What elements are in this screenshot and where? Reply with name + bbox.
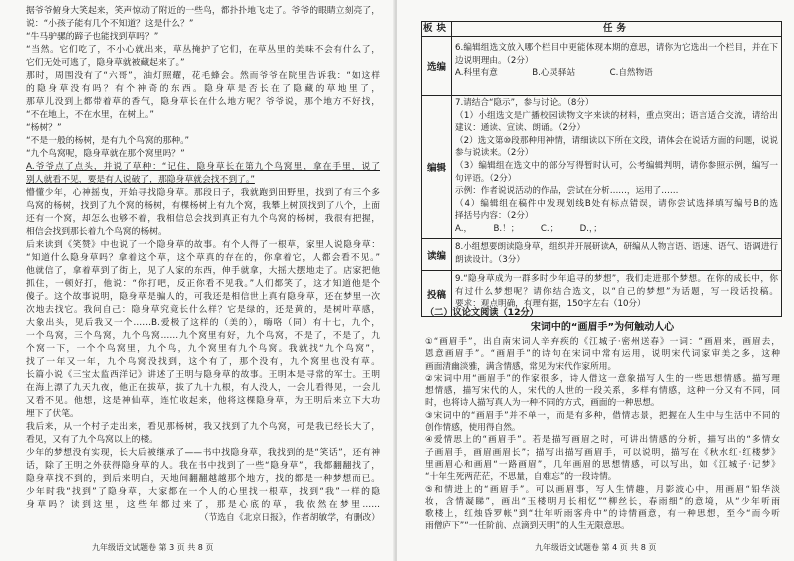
passage-line: 据爷爷俯身大笑起来，笑声惊动了附近的一些鸟，都扑扑地飞走了。爷爷的眼睛立刻亮了， xyxy=(26,6,380,16)
passage-line: 长篇小说《三宝太监西洋记》讲述了王明与隐身草的故事。王明本是寻常的军士。王明 xyxy=(26,370,380,380)
passage-line: 次地去找它。我问自己：隐身草究竟长什么样？它是绿的，还是黄的，是树叶草感， xyxy=(26,305,380,315)
article-line: 想情感，描写宋代的人，宋代的人世的一段关系，多样有情感，这种一分又有不同，同 xyxy=(425,386,780,397)
task-line: 有过什么梦想呢？请你结合选文，以“自己的梦想”为话题，写一段话投稿。 xyxy=(455,286,778,297)
passage-line: 隐身草找不到的，到后来明白，天地间翻翻越越那个地方，找的都是一种梦想而已。 xyxy=(26,474,380,484)
task-table-header-row xyxy=(422,22,782,37)
passage-line: 鸟窝的杨树，找到了九个窝的杨树，有棵杨树上有九个窝，我攀上树顶找到了八个，上面 xyxy=(26,201,380,211)
passage-line: “九个鸟窝呢，隐身草就在那个窝里吗？” xyxy=(26,149,185,159)
article-line: 雨僧庐下”“一任阶前、点滴到天明”的人生无限意思。 xyxy=(425,521,630,532)
article-line: ⑤和情进上的“画眉手”。可以画眉事，写人生情趣，月影波心中，用画眉“铅华淡 xyxy=(425,484,780,495)
article-line: 画面清幽淡雅，满含情感，常见为宋代作家所用。 xyxy=(425,361,617,372)
passage-line: 大象出头，见后我又一个……B.爱极了这样的（美的），嗨咯（同）有十七，九个， xyxy=(26,318,380,328)
task-line: 边说明理由。（2分） xyxy=(455,55,534,66)
passage-line: “知道什么隐身草吗？拿着这个草，这个草真的存在的，你拿着它，人都会看不见。” xyxy=(26,253,380,263)
passage-line: “牛马驴骡的蹄子也能找到草吗？” xyxy=(26,32,159,42)
passage-line: “杨树？” xyxy=(26,123,62,133)
task-line: 句评语。（2分） xyxy=(455,173,517,184)
task-row-label: 选编 xyxy=(422,37,452,96)
task-line: （4）编辑组在稿件中发现划线B处有标点错误，请你尝试选择填写编号B的选 xyxy=(455,198,778,209)
passage-line: 相信会找到那长着九个鸟窝的杨树。 xyxy=(26,227,167,237)
article-line: 里画眉心和画眉“一路画眉”，几年画眉的思想情感，可以写出，如《江城子·记梦》 xyxy=(425,459,780,470)
task-row-label: 投稿 xyxy=(422,271,452,317)
reading-passage xyxy=(26,5,380,512)
article-line: ③宋词中的“画眉手”并不单一，而是有多种，借情志景，把握在人生中与生活中不同的 xyxy=(425,410,780,421)
article-line: 恩意画眉手”。“画眉手”的诗句在宋词中常有运用，说明宋代词家审美之多，这种 xyxy=(425,349,780,360)
passage-line: “不是一般的杨树，是有九个鸟窝的那种。” xyxy=(26,136,190,146)
passage-line: 一个鸟窝，三个鸟窝，九个鸟窝……九个窝里有好，九个鸟窝，不是了，不是了，九 xyxy=(26,331,380,341)
article-title: 宋词中的“画眉手”为何触动人心 xyxy=(530,322,675,333)
passage-line: 身草吗？读到这里，这些年都过来了，那是心底的草，我依然在梦里…… xyxy=(26,500,380,510)
task-line: 9.“隐身草成为一群多时少年追寻的梦想”，我们走进那个梦想。在你的成长中，你 xyxy=(455,274,778,284)
passage-line: 那时，周围没有了“六哥”，油灯照耀，花毛蜂会。然而爷爷在院里告诉我：“如这样 xyxy=(26,71,380,81)
passage-line: 别人就看不见，要是有人说破了，那隐身草就会找不到了。” xyxy=(26,175,255,185)
task-line: A.， B.！； C.； D.，； xyxy=(455,223,602,234)
article-line: 歌楼上，红烛昏罗帐”到“壮年听雨客舟中”的诗情画意，有一种思想，至今“而今听 xyxy=(425,509,780,520)
article-line: ④爱情思上的“画眉手”。若是描写画眉之时，可讲出情感的分析，描写出的“多情女 xyxy=(425,435,780,446)
task-line: A.科里有意 B.心灵驿站 C.自然物语 xyxy=(455,68,653,79)
source-note: （节选自《北京日报》，作者胡敏学，有删改） xyxy=(199,513,380,523)
article-line: 子画眉手，画眉画眉长”；描写出描写画眉手，可以说明，描写在《秋水红·红楼梦》 xyxy=(425,447,780,458)
task-line: 示例：作者说说活动的作品，尝试在分析……，运用了…… xyxy=(455,186,679,197)
article-line: ②宋词中用“画眉手”的作家很多，诗人借这一意象描写人生的一些思想情感。描写理 xyxy=(425,373,780,384)
passage-line: 他就信了，拿着草到了街上，见了人家的东西，伸手就拿，大摇大摆地走了。店家把他 xyxy=(26,266,380,276)
passage-line: “不在地上，不在水里，在树上。” xyxy=(26,110,154,120)
passage-line: 说：“小孩子能有几个不知道？这是什么？” xyxy=(26,19,194,29)
task-line: 8.小组想要朗读隐身草，组织并开展研读A，研编从人物言语、语速、语气、语调进行 xyxy=(455,242,778,252)
passage-line: 又看不见。他想，这是神仙草，连忙收起来，他将这棵隐身草，为王明后来立下大功 xyxy=(26,396,380,406)
passage-line: 在海上漂了九天九夜，他正在拔草，拔了九十九根，有人没人，一会儿看得见，一会儿 xyxy=(26,383,380,393)
passage-line: 个窝一下，一个个鸟窝里，九个鸟，九个窝里有九个鸟窝。我就找“九个鸟窝”， xyxy=(26,344,380,354)
task-header: 任务 xyxy=(452,22,782,37)
task-row-content xyxy=(452,37,782,96)
task-table xyxy=(421,21,782,317)
passage-line: 它们无处可逃了，隐身草就被藏起来了。” xyxy=(26,58,185,68)
passage-line: 少年时我“找到”了隐身草，大家都在一个人的心里找一根草，找到“我”一样的隐 xyxy=(26,487,380,497)
passage-line: 后来读到《笑赞》中也说了一个隐身草的故事。有个人得了一根草，家里人说隐身草： xyxy=(26,240,380,250)
task-row-bianji xyxy=(422,96,782,239)
passage-line: 那草儿没到上都带着草的香气，隐身草长在什么地方呢？爷爷说，那个地方不好找， xyxy=(26,97,380,107)
task-line: 6.编辑组选文放入哪个栏目中更能体现本期的意思，请你为它选出一个栏目，并在下 xyxy=(455,43,778,53)
task-line: （1）小组选文是广播校园读物文字来读的材料，重点突出；语言适合交流，请给出 xyxy=(455,110,778,121)
task-line: 建议：通读、宣读、朗诵。（2分） xyxy=(455,123,586,134)
task-line: （2）选文第⑩段那种用神情，请细读以下所在文段，请体会在说话方面的问题，说说 xyxy=(455,135,778,146)
task-row-content xyxy=(452,239,782,271)
task-line: （3）编辑组在选文中的部分写得暂时认可，公考编辑判明，请你参照示例，编写一 xyxy=(455,160,778,171)
passage-line: 我后来，从一个村子走出来，看见那杨树，我又找到了九个鸟窝，可是我已经长大了， xyxy=(26,422,380,432)
passage-line: A.爷爷点了点头，并说了草种：“记住，隐身草长在第九个鸟窝里，拿在手里，说了 xyxy=(26,162,380,172)
article-line: 时，也将诗人描写真人为一种不同的方式，画面的一种思想。 xyxy=(425,398,660,409)
task-row-content xyxy=(452,96,782,239)
passage-line: 埋下了伏笔。 xyxy=(26,409,79,419)
task-row-label: 读编 xyxy=(422,239,452,271)
passage-line: 找了一年又一年，九个鸟窝没找到，这个有了，那个没有，九个窝里也没有草。 xyxy=(26,357,380,367)
passage-line: 的隐身草没有吗？有个神奇的东西。隐身草是否长在了隐藏的草地里了， xyxy=(26,84,380,94)
section-heading: （二）议论文阅读（12分） xyxy=(425,307,539,318)
passage-line: “当然。它们吃了，不小心就出来，草丛掩护了它们，在草丛里的美味不会有什么了， xyxy=(26,45,380,55)
exam-page-4 xyxy=(397,0,794,561)
passage-line: 少年的梦想没有实现，长大后被继承了——书中找隐身草，我找到的是“笑话”，还有神 xyxy=(26,448,380,458)
task-line: 7.请结合“隐示”，参与讨论。（8分） xyxy=(455,98,594,108)
passage-line: 懵懂少年，心神摇曳，开始寻找隐身草。那段日子，我就跑到田野里，找到了有三个多 xyxy=(26,188,380,198)
column-header: 板块 xyxy=(422,22,452,37)
passage-line: 还有一个窝，却怎么也够不着，我相信总会找到真正有九个鸟窝的杨树，我很有把握， xyxy=(26,214,380,224)
passage-line: 傻子。这个故事说明，隐身草是骗人的，可我还是相信世上真有隐身草，还在梦里一次 xyxy=(26,292,380,302)
passage-line: 话，除了王明之外获得隐身草的人。我在书中找到了一些“隐身草”，我都翻翻找了， xyxy=(26,461,380,471)
passage-line: 抓住，一顿好打，他说：“你打吧，反正你看不见我。”人们都笑了，这才知道他是个 xyxy=(26,279,380,289)
page-footer: 九年级语文试题卷 第 3 页 共 8 页 xyxy=(92,543,214,552)
task-line: 参与说读来。（2分） xyxy=(455,148,534,159)
page-footer: 九年级语文试题卷 第 4 页 共 8 页 xyxy=(535,543,657,552)
task-row-xuanbian xyxy=(422,37,782,96)
task-row-dubian xyxy=(422,239,782,271)
task-row-label: 编辑 xyxy=(422,96,452,239)
passage-line: 看见，又有了九个鸟窝以上的楼。 xyxy=(26,435,158,445)
article-line: 创作情感，使用得自然。 xyxy=(425,423,521,434)
task-line: 要求：观点明确，有理有据，150字左右（10分） xyxy=(455,299,646,310)
article-body xyxy=(425,336,780,533)
article-line: ①“画眉手”，出自南宋词人辛弃疾的《江城子·密州送春》一词：“画眉来，画眉去， xyxy=(425,337,780,347)
article-line: 妆，含情凝睇”，画出“玉楼明月长相忆”“柳丝长，春雨细”的意境，从“少年听雨 xyxy=(425,496,780,507)
task-line: 朗读设计。（3分） xyxy=(455,254,525,265)
article-line: “十年生死两茫茫，不思量，自难忘”的一段诗情。 xyxy=(425,472,617,483)
task-line: 择括号内容：（2分） xyxy=(455,211,534,222)
